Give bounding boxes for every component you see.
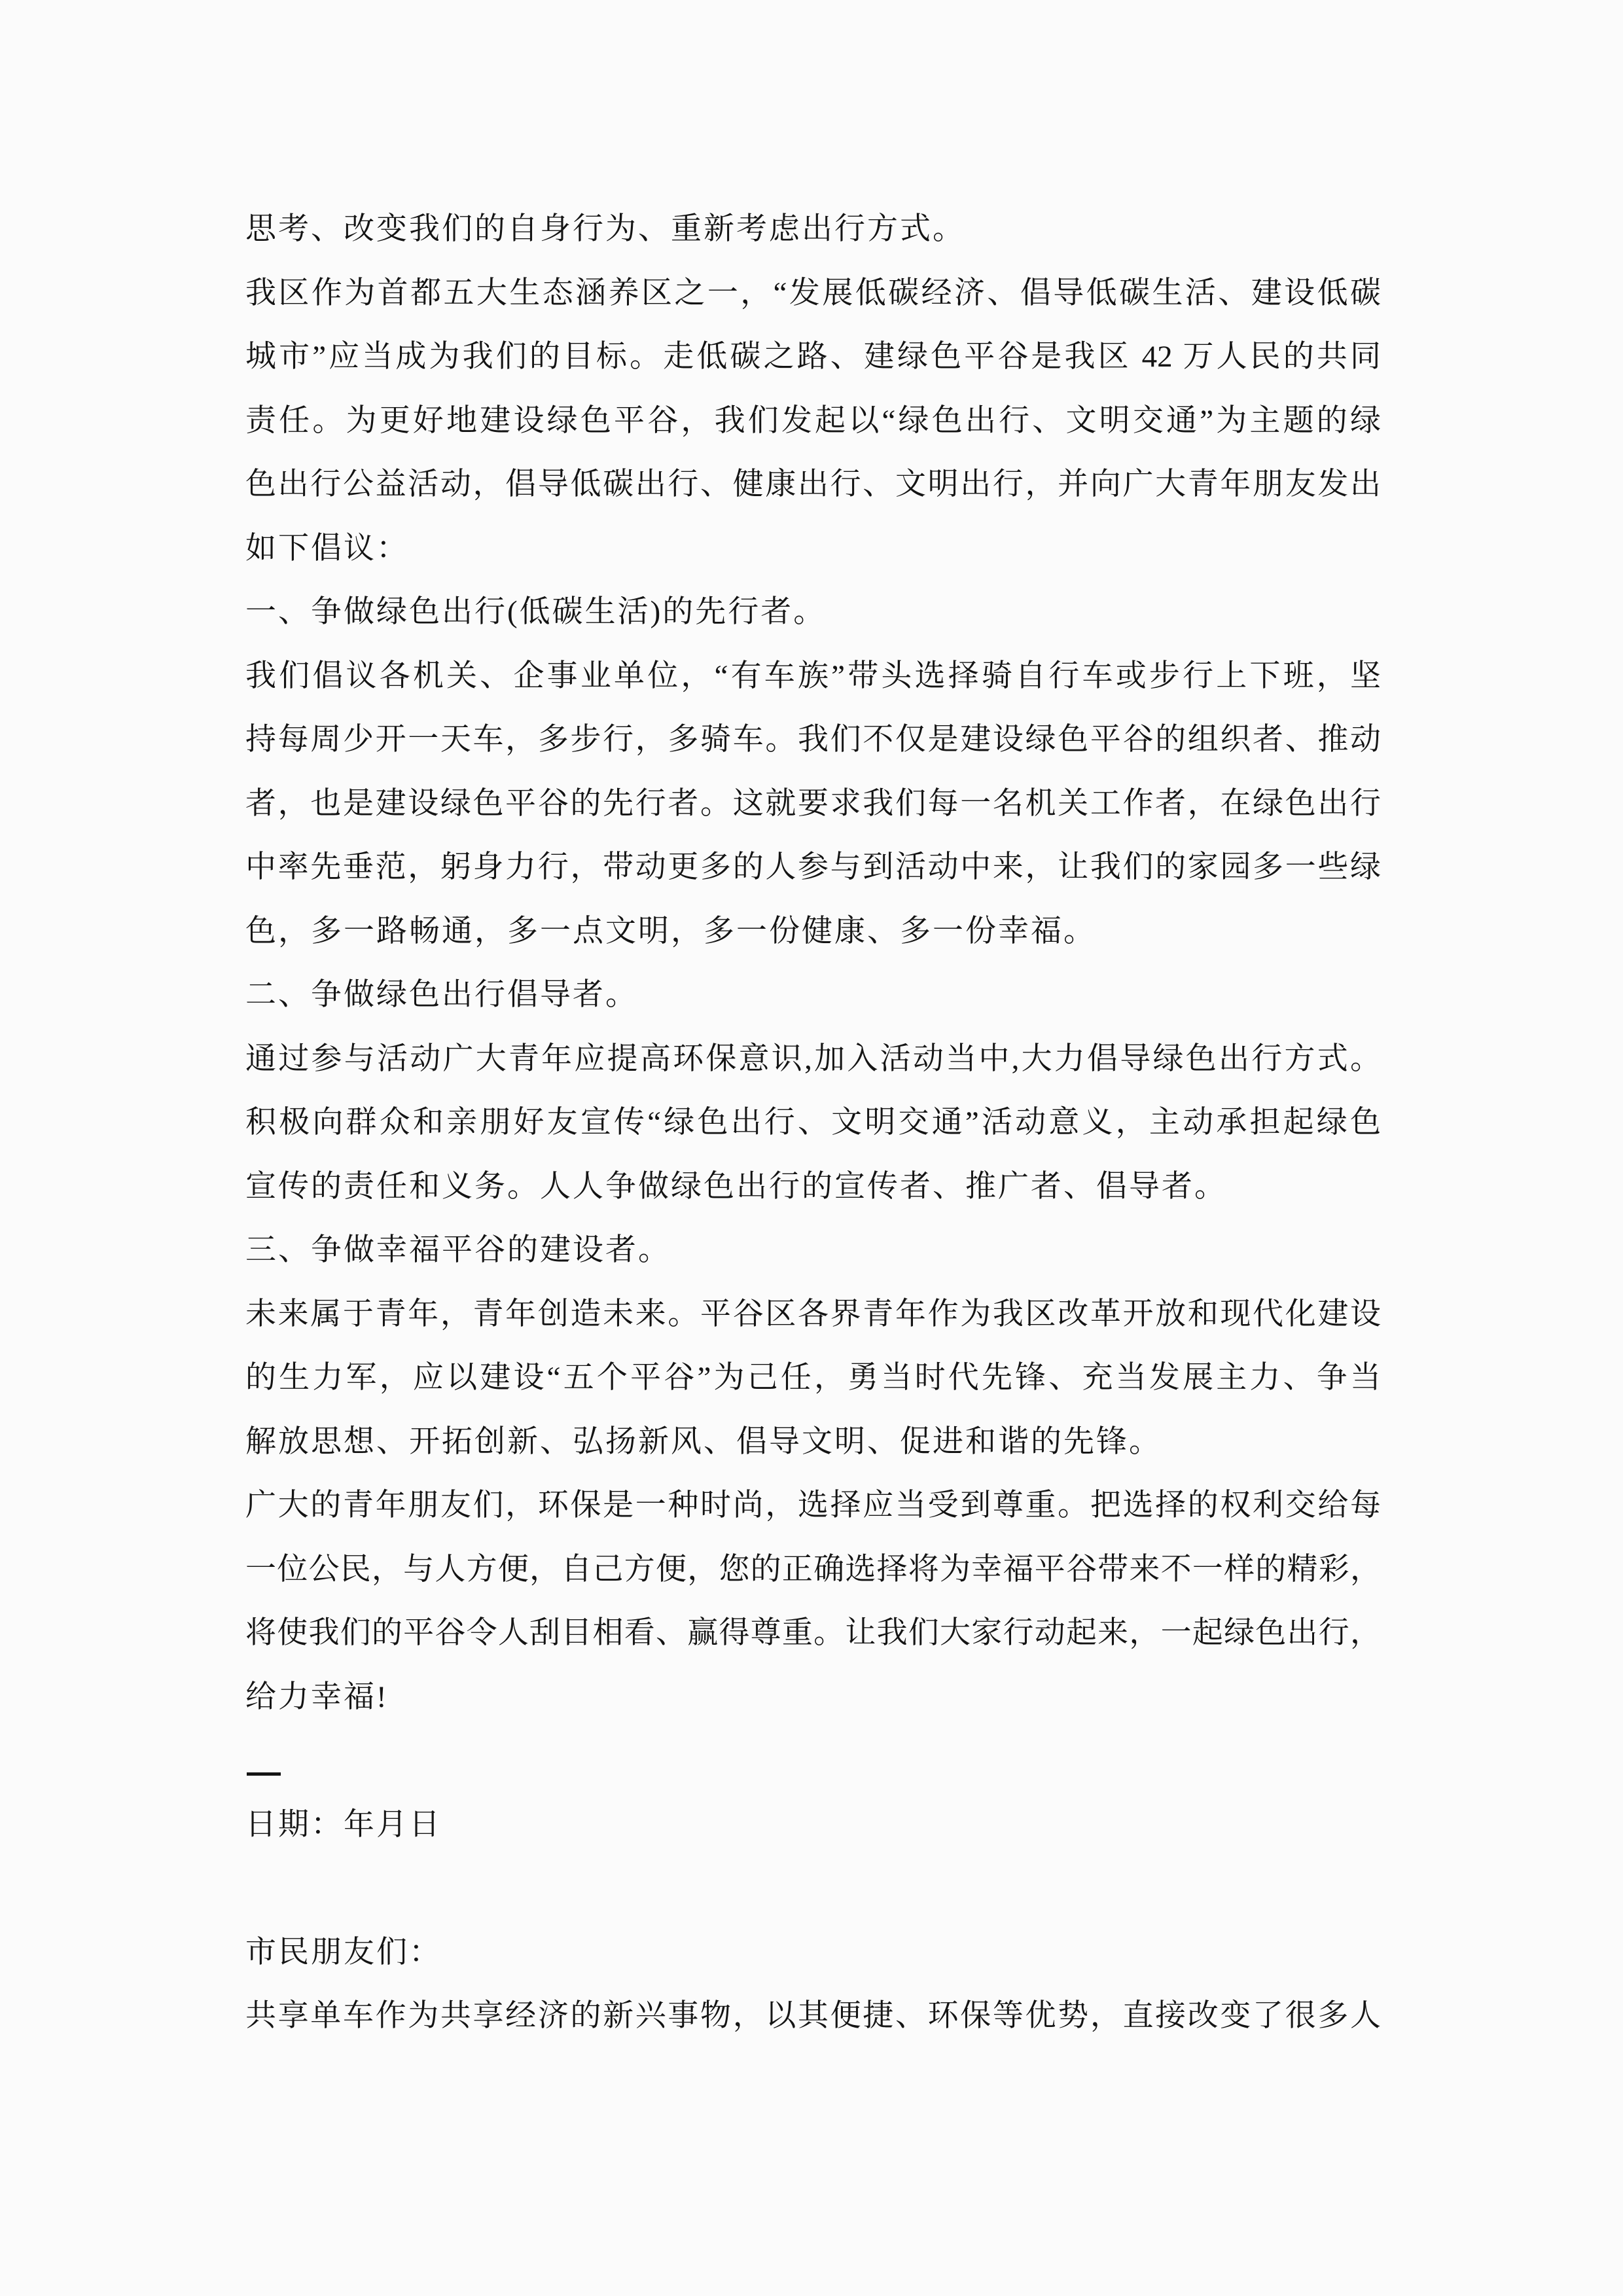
text-line: 给力幸福!: [245, 1679, 389, 1714]
text-line: 责任。为更好地建设绿色平谷，我们发起以“绿色出行、文明交通”为主题的绿: [245, 403, 1381, 438]
text-line: 中率先垂范，躬身力行，带动更多的人参与到活动中来，让我们的家园多一些绿: [245, 850, 1381, 884]
blank-line: [245, 1857, 1381, 1921]
text-line: 色出行公益活动，倡导低碳出行、健康出行、文明出行，并向广大青年朋友发出: [245, 467, 1381, 501]
text-line: 将使我们的平谷令人刮目相看、赢得尊重。让我们大家行动起来，一起绿色出行，: [245, 1616, 1381, 1650]
text-line: 我们倡议各机关、企事业单位，“有车族”带头选择骑自行车或步行上下班，坚: [245, 658, 1381, 693]
text-line: 积极向群众和亲朋好友宣传“绿色出行、文明交通”活动意义，主动承担起绿色: [245, 1105, 1381, 1139]
text-line: 我区作为首都五大生态涵养区之一，“发展低碳经济、倡导低碳生活、建设低碳: [245, 276, 1381, 310]
signature-placeholder-line: [245, 1729, 1381, 1793]
signature-placeholder-bar: [247, 1772, 281, 1776]
text-line: 未来属于青年，青年创造未来。平谷区各界青年作为我区改革开放和现代化建设: [245, 1297, 1381, 1331]
text-line: 宣传的责任和义务。人人争做绿色出行的宣传者、推广者、倡导者。: [245, 1169, 1227, 1204]
text-line: 三、争做幸福平谷的建设者。: [245, 1233, 671, 1267]
text-line: 一位公民，与人方便，自己方便，您的正确选择将为幸福平谷带来不一样的精彩，: [245, 1552, 1381, 1587]
text-line: 广大的青年朋友们，环保是一种时尚，选择应当受到尊重。把选择的权利交给每: [245, 1488, 1381, 1522]
text-line: 解放思想、开拓创新、弘扬新风、倡导文明、促进和谐的先锋。: [245, 1424, 1162, 1459]
text-line: 色，多一路畅通，多一点文明，多一份健康、多一份幸福。: [245, 914, 1096, 948]
text-line: 者，也是建设绿色平谷的先行者。这就要求我们每一名机关工作者，在绿色出行: [245, 786, 1381, 821]
text-line: 如下倡议：: [245, 531, 409, 565]
text-line: 思考、改变我们的自身行为、重新考虑出行方式。: [245, 212, 965, 246]
text-line: 城市”应当成为我们的目标。走低碳之路、建绿色平谷是我区 42 万人民的共同: [245, 340, 1381, 374]
text-line: 共享单车作为共享经济的新兴事物，以其便捷、环保等优势，直接改变了很多人: [245, 1999, 1381, 2033]
document-body: [245, 198, 1381, 2049]
text-line: 通过参与活动广大青年应提高环保意识,加入活动当中,大力倡导绿色出行方式。: [245, 1041, 1381, 1076]
text-line: 二、争做绿色出行倡导者。: [245, 978, 638, 1012]
text-line: 一、争做绿色出行(低碳生活)的先行者。: [245, 595, 827, 629]
date-line: 日期：年月日: [245, 1807, 442, 1842]
salutation-line: 市民朋友们：: [245, 1935, 442, 1969]
text-line: 持每周少开一天车，多步行，多骑车。我们不仅是建设绿色平谷的组织者、推动: [245, 723, 1381, 757]
text-line: 的生力军，应以建设“五个平谷”为己任，勇当时代先锋、充当发展主力、争当: [245, 1361, 1381, 1395]
